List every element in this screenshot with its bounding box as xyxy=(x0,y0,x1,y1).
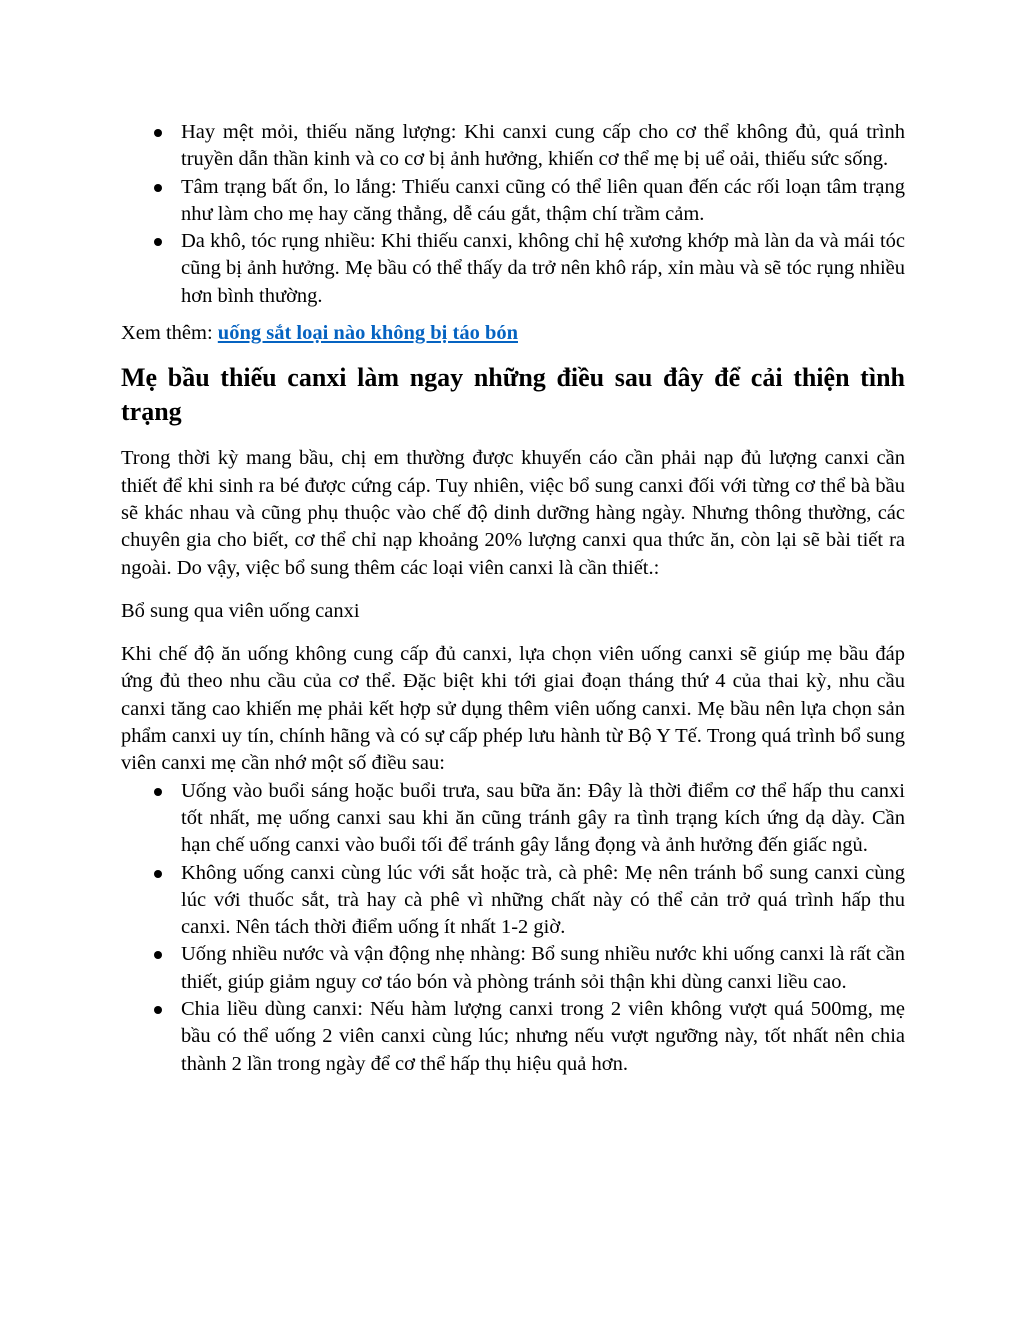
list-item-text: Hay mệt mỏi, thiếu năng lượng: Khi canxi cung cấp cho cơ thể không đủ, quá trình truyền dẫn thần kinh và co cơ bị ảnh hưởng, khiến cơ thể mẹ bị uể oải, thiếu sức sống. xyxy=(181,121,905,171)
see-also-link[interactable]: uống sắt loại nào không bị táo bón xyxy=(217,322,518,345)
list-item xyxy=(121,860,905,942)
list-item-text: Không uống canxi cùng lúc với sắt hoặc trà, cà phê: Mẹ nên tránh bổ sung canxi cùng lúc với thuốc sắt, trà hay cà phê vì những chất này có thể cản trở quá trình hấp thu canxi. Nên tách thời điểm uống ít nhất 1-2 giờ. xyxy=(181,861,905,939)
bullet-icon xyxy=(154,184,162,192)
document-page xyxy=(121,119,905,1078)
list-item-text: Uống vào buổi sáng hoặc buổi trưa, sau bữa ăn: Đây là thời điểm cơ thể hấp thu canxi tốt nhất, mẹ uống canxi sau khi ăn cũng tránh gây ra tình trạng kích ứng dạ dày. Cần hạn chế uống canxi vào buổi tối để tránh gây lắng đọng và ảnh hưởng đến giấc ngủ. xyxy=(181,779,905,857)
tips-list xyxy=(121,778,905,1078)
list-item xyxy=(121,119,905,174)
section-heading: Mẹ bầu thiếu canxi làm ngay những điều sau đây để cải thiện tình trạng xyxy=(121,363,905,427)
list-item xyxy=(121,996,905,1078)
bullet-icon xyxy=(154,870,162,878)
list-item xyxy=(121,941,905,996)
see-also-label: Xem thêm: xyxy=(121,322,213,345)
list-item xyxy=(121,778,905,860)
list-item-text: Da khô, tóc rụng nhiều: Khi thiếu canxi, không chỉ hệ xương khớp mà làn da và mái tóc cũng bị ảnh hưởng. Mẹ bầu có thể thấy da trở nên khô ráp, xỉn màu và sẽ tóc rụng nhiều hơn bình thường. xyxy=(181,230,905,307)
list-item-text: Tâm trạng bất ổn, lo lắng: Thiếu canxi cũng có thể liên quan đến các rối loạn tâm trạng như làm cho mẹ hay căng thẳng, dễ cáu gắt, thậm chí trầm cảm. xyxy=(181,175,905,225)
list-item xyxy=(121,228,905,310)
bullet-icon xyxy=(154,129,162,137)
list-item xyxy=(121,174,905,229)
list-item-text: Uống nhiều nước và vận động nhẹ nhàng: Bổ sung nhiều nước khi uống canxi là rất cần thiết, giúp giảm nguy cơ táo bón và phòng tránh sỏi thận khi dùng canxi liều cao. xyxy=(181,943,905,993)
bullet-icon xyxy=(154,238,162,246)
list-item-text: Chia liều dùng canxi: Nếu hàm lượng canxi trong 2 viên không vượt quá 500mg, mẹ bầu có thể uống 2 viên canxi cùng lúc; nhưng nếu vượt ngưỡng này, tốt nhất nên chia thành 2 lần trong ngày để cơ thể hấp thụ hiệu quả hơn. xyxy=(181,998,905,1075)
bullet-icon xyxy=(154,951,162,959)
subheading-paragraph: Bổ sung qua viên uống canxi xyxy=(121,599,360,622)
intro-paragraph: Trong thời kỳ mang bầu, chị em thường được khuyến cáo cần phải nạp đủ lượng canxi cần thiết để khi sinh ra bé được cứng cáp. Tuy nhiên, việc bổ sung canxi đối với từng cơ thể bà bầu sẽ khác nhau và cũng phụ thuộc vào chế độ dinh dưỡng hàng ngày. Nhưng thông thường, các chuyên gia cho biết, cơ thể chỉ nạp khoảng 20% lượng canxi qua thức ăn, còn lại sẽ bài tiết ra ngoài. Do vậy, việc bổ sung thêm các loại viên canxi là cần thiết.: xyxy=(121,447,905,579)
symptom-list xyxy=(121,119,905,310)
body-paragraph: Khi chế độ ăn uống không cung cấp đủ canxi, lựa chọn viên uống canxi sẽ giúp mẹ bầu đáp ứng đủ theo nhu cầu của cơ thể. Đặc biệt khi tới giai đoạn tháng thứ 4 của thai kỳ, nhu cầu canxi tăng cao khiến mẹ phải kết hợp sử dụng thêm viên uống canxi. Mẹ bầu nên lựa chọn sản phẩm canxi uy tín, chính hãng và có sự cấp phép lưu hành từ Bộ Y Tế. Trong quá trình bổ sung viên canxi mẹ cần nhớ một số điều sau: xyxy=(121,643,905,775)
bullet-icon xyxy=(154,1006,162,1014)
bullet-icon xyxy=(154,788,162,796)
see-also-line xyxy=(121,320,905,347)
